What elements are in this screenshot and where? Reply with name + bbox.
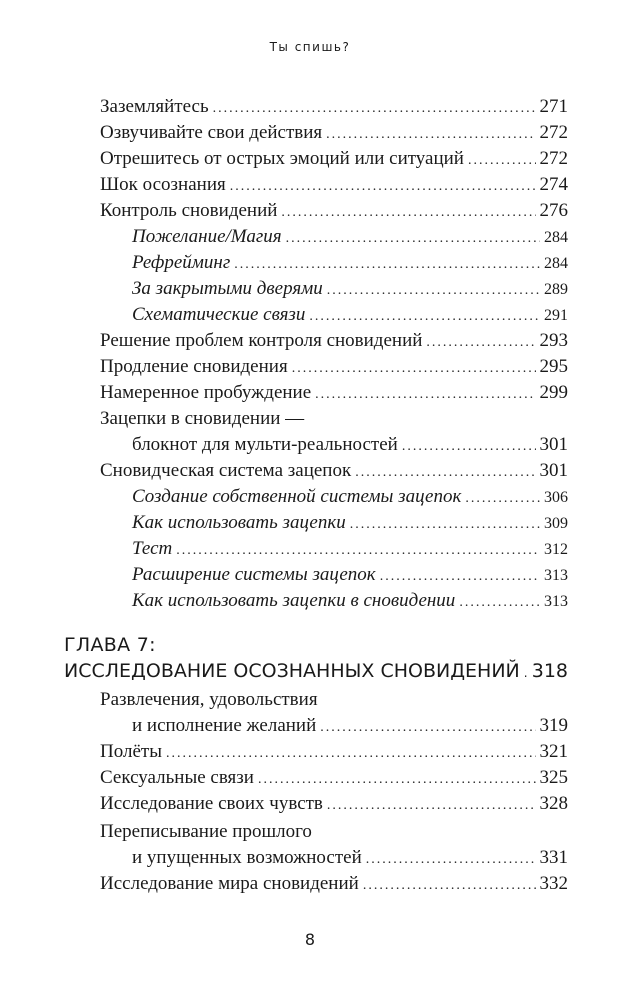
toc-subentry [132, 589, 568, 615]
toc-subentry-page: 309 [544, 515, 568, 532]
toc-subentry-title: Как использовать зацепки [132, 512, 346, 533]
leader-dots [326, 123, 535, 147]
toc-subentry [132, 511, 568, 537]
toc-entry [100, 147, 568, 173]
leader-dots [286, 227, 540, 251]
toc-subentry-title: За закрытыми дверями [132, 278, 323, 299]
toc-entry-page: 274 [539, 174, 568, 195]
leader-dots [350, 513, 540, 537]
toc-entry [100, 355, 568, 381]
toc-entry-page: 272 [539, 148, 568, 169]
chapter-title: ИССЛЕДОВАНИЕ ОСОЗНАННЫХ СНОВИДЕНИЙ [64, 660, 520, 682]
toc-entry-page: 272 [539, 122, 568, 143]
leader-dots [258, 768, 536, 792]
toc-entry [100, 121, 568, 147]
toc-subentry-title: Пожелание/Магия [132, 226, 282, 247]
leader-dots [380, 565, 540, 589]
leader-dots [468, 149, 536, 173]
toc-entry-title: Продление сновидения [100, 356, 288, 377]
toc-entry-title: Развлечения, удовольствия [100, 689, 318, 710]
toc-entry [100, 792, 568, 818]
leader-dots [465, 487, 540, 511]
toc-entry-title: Исследование мира сновидений [100, 873, 359, 894]
leader-dots [166, 742, 536, 766]
page-number: 8 [304, 930, 316, 949]
leader-dots [366, 848, 536, 872]
toc-entry-title: Зацепки в сновидении — [100, 408, 305, 429]
toc-subentry [132, 563, 568, 589]
leader-dots [402, 435, 536, 459]
toc-entry-page: 301 [539, 460, 568, 481]
toc-entry-title: Сексуальные связи [100, 767, 254, 788]
toc-entry-title: Озвучивайте свои действия [100, 122, 323, 143]
toc-entry-page: 271 [539, 96, 568, 117]
leader-dots [327, 794, 536, 818]
toc-subentry-page: 313 [544, 567, 568, 584]
toc-subentry [132, 485, 568, 511]
toc-entry [132, 433, 568, 459]
toc-entry-title: Контроль сновидений [100, 200, 278, 221]
leader-dots [320, 716, 535, 740]
toc-entry-title: Переписывание прошлого [100, 821, 312, 842]
toc-subentry-page: 284 [544, 255, 568, 272]
toc-subentry-title: Схематические связи [132, 304, 306, 325]
leader-dots [315, 383, 535, 407]
leader-dots [524, 661, 528, 685]
toc-subentry-title: Тест [132, 538, 173, 559]
toc-subentry [132, 277, 568, 303]
leader-dots [355, 461, 535, 485]
toc-entry-page: 319 [539, 715, 568, 736]
leader-dots [292, 357, 536, 381]
toc-entry-page: 293 [539, 330, 568, 351]
toc-subentry [132, 303, 568, 329]
toc-subentry-page: 312 [544, 541, 568, 558]
leader-dots [363, 874, 536, 898]
toc-subentry-title: Как использовать зацепки в сновидении [132, 590, 456, 611]
toc-entry-page: 328 [539, 793, 568, 814]
chapter-title-entry [64, 659, 568, 685]
leader-dots [281, 201, 535, 225]
toc-entry-title: Отрешитесь от острых эмоций или ситуаций [100, 148, 464, 169]
toc-subentry-page: 306 [544, 489, 568, 506]
toc-subentry-page: 313 [544, 593, 568, 610]
toc-entry-page: 276 [539, 200, 568, 221]
toc-entry [100, 766, 568, 792]
toc-subentry [132, 251, 568, 277]
toc-entry [132, 714, 568, 740]
toc-entry [100, 199, 568, 225]
leader-dots [230, 175, 536, 199]
toc-subentry-title: Рефрейминг [132, 252, 231, 273]
toc-subentry [132, 225, 568, 251]
toc-subentry [132, 537, 568, 563]
toc-entry [100, 95, 568, 121]
toc-entry [100, 459, 568, 485]
chapter-page: 318 [531, 660, 568, 682]
toc-subentry-title: Расширение системы зацепок [132, 564, 376, 585]
toc-entry-title: Исследование своих чувств [100, 793, 323, 814]
toc-entry-page: 332 [539, 873, 568, 894]
toc-entry [100, 740, 568, 766]
toc-entry-page: 321 [539, 741, 568, 762]
toc-entry-page: 299 [539, 382, 568, 403]
leader-dots [459, 591, 540, 615]
toc-entry [100, 872, 568, 898]
leader-dots [234, 253, 540, 277]
toc-entry-title: Сновидческая система зацепок [100, 460, 352, 481]
leader-dots [309, 305, 540, 329]
toc-subentry-page: 291 [544, 307, 568, 324]
toc-entry-title: Заземляйтесь [100, 96, 209, 117]
toc-entry-title: и исполнение желаний [132, 715, 317, 736]
toc-entry [100, 381, 568, 407]
leader-dots [327, 279, 540, 303]
toc-entry [132, 846, 568, 872]
toc-entry-page: 331 [539, 847, 568, 868]
toc-entry-title: блокнот для мульти-реальностей [132, 434, 398, 455]
toc-entry-page: 301 [539, 434, 568, 455]
toc-entry-title: Решение проблем контроля сновидений [100, 330, 423, 351]
toc-subentry-page: 289 [544, 281, 568, 298]
toc-entry-page: 295 [539, 356, 568, 377]
toc-entry [100, 329, 568, 355]
toc-entry-title: и упущенных возможностей [132, 847, 362, 868]
toc-entry-title: Шок осознания [100, 174, 226, 195]
chapter-label: ГЛАВА 7: [64, 634, 156, 656]
leader-dots [176, 539, 540, 563]
toc-subentry-title: Создание собственной системы зацепок [132, 486, 462, 507]
toc-entry-title: Полёты [100, 741, 162, 762]
toc-entry-page: 325 [539, 767, 568, 788]
toc-entry [100, 173, 568, 199]
leader-dots [213, 97, 536, 121]
toc-entry-title: Намеренное пробуждение [100, 382, 312, 403]
leader-dots [426, 331, 535, 355]
running-head: Ты спишь? [269, 40, 351, 54]
toc-subentry-page: 284 [544, 229, 568, 246]
